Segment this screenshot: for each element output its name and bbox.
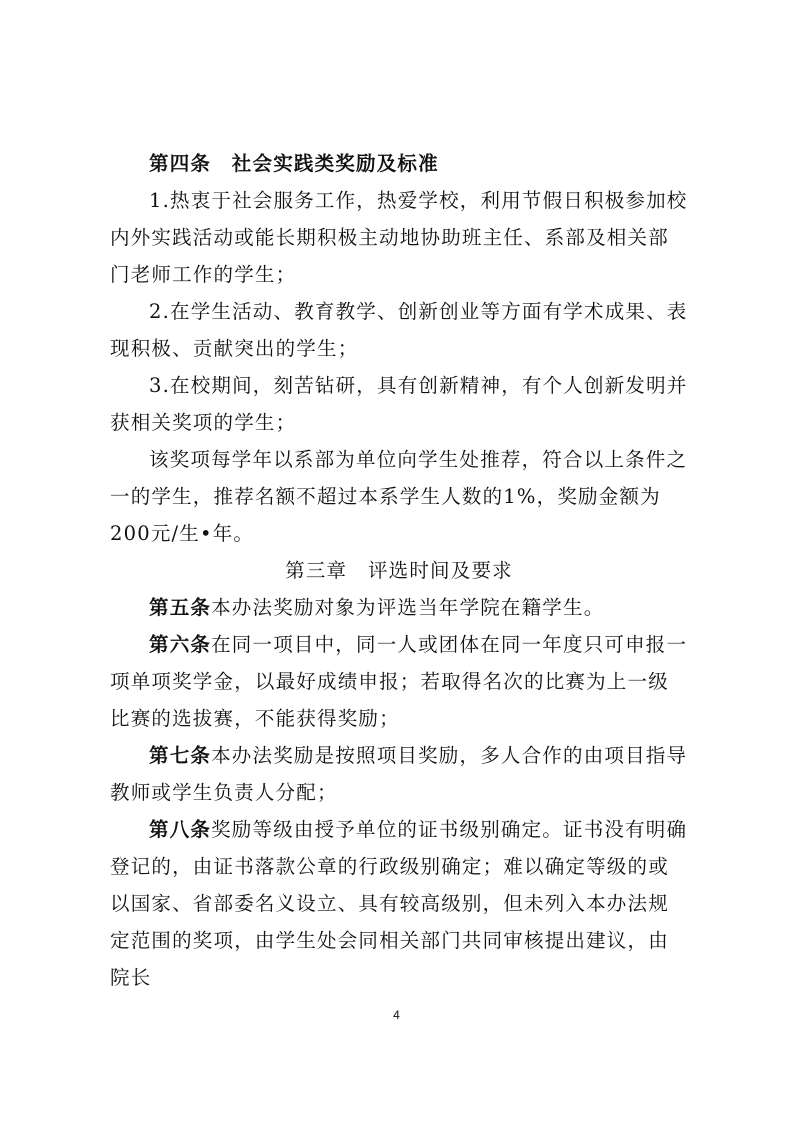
article-8 bbox=[110, 811, 688, 996]
article-6-text: 在同一项目中，同一人或团体在同一年度只可申报一项单项奖学金，以最好成绩申报；若取得名次的比赛为上一级比赛的选拔赛，不能获得奖励； bbox=[110, 633, 688, 730]
article-8-text: 奖励等级由授予单位的证书级别确定。证书没有明确登记的，由证书落款公章的行政级别确定；难以确定等级的或以国家、省部委名义设立、具有较高级别，但未列入本办法规定范围的奖项，由学生处会同相关部门共同审核提出建议，由院长 bbox=[110, 818, 688, 989]
paragraph-item2: 2.在学生活动、教育教学、创新创业等方面有学术成果、表现积极、贡献突出的学生； bbox=[110, 300, 688, 360]
paragraph-item1: 1.热衷于社会服务工作，热爱学校，利用节假日积极参加校内外实践活动或能长期积极主动地协助班主任、系部及相关部门老师工作的学生； bbox=[110, 189, 688, 286]
article-5-label: 第五条 bbox=[149, 596, 212, 619]
section-heading-article4: 第四条 社会实践类奖励及标准 bbox=[149, 152, 439, 175]
article-6-label: 第六条 bbox=[149, 633, 212, 656]
paragraph-item3: 3.在校期间，刻苦钻研，具有创新精神，有个人创新发明并获相关奖项的学生； bbox=[110, 374, 688, 434]
page-number: 4 bbox=[393, 1008, 400, 1022]
article-8-label: 第八条 bbox=[149, 818, 212, 841]
chapter-title: 第三章 评选时间及要求 bbox=[285, 559, 513, 582]
article-7-text: 本办法奖励是按照项目奖励，多人合作的由项目指导教师或学生负责人分配； bbox=[110, 744, 688, 804]
paragraph-note: 该奖项每学年以系部为单位向学生处推荐，符合以上条件之一的学生，推荐名额不超过本系学生人数的1%，奖励金额为200元/生•年。 bbox=[110, 448, 688, 545]
article-5 bbox=[110, 589, 688, 626]
article-7-label: 第七条 bbox=[149, 744, 212, 767]
article-6 bbox=[110, 626, 688, 737]
article-7 bbox=[110, 737, 688, 811]
article-5-text: 本办法奖励对象为评选当年学院在籍学生。 bbox=[211, 596, 605, 619]
